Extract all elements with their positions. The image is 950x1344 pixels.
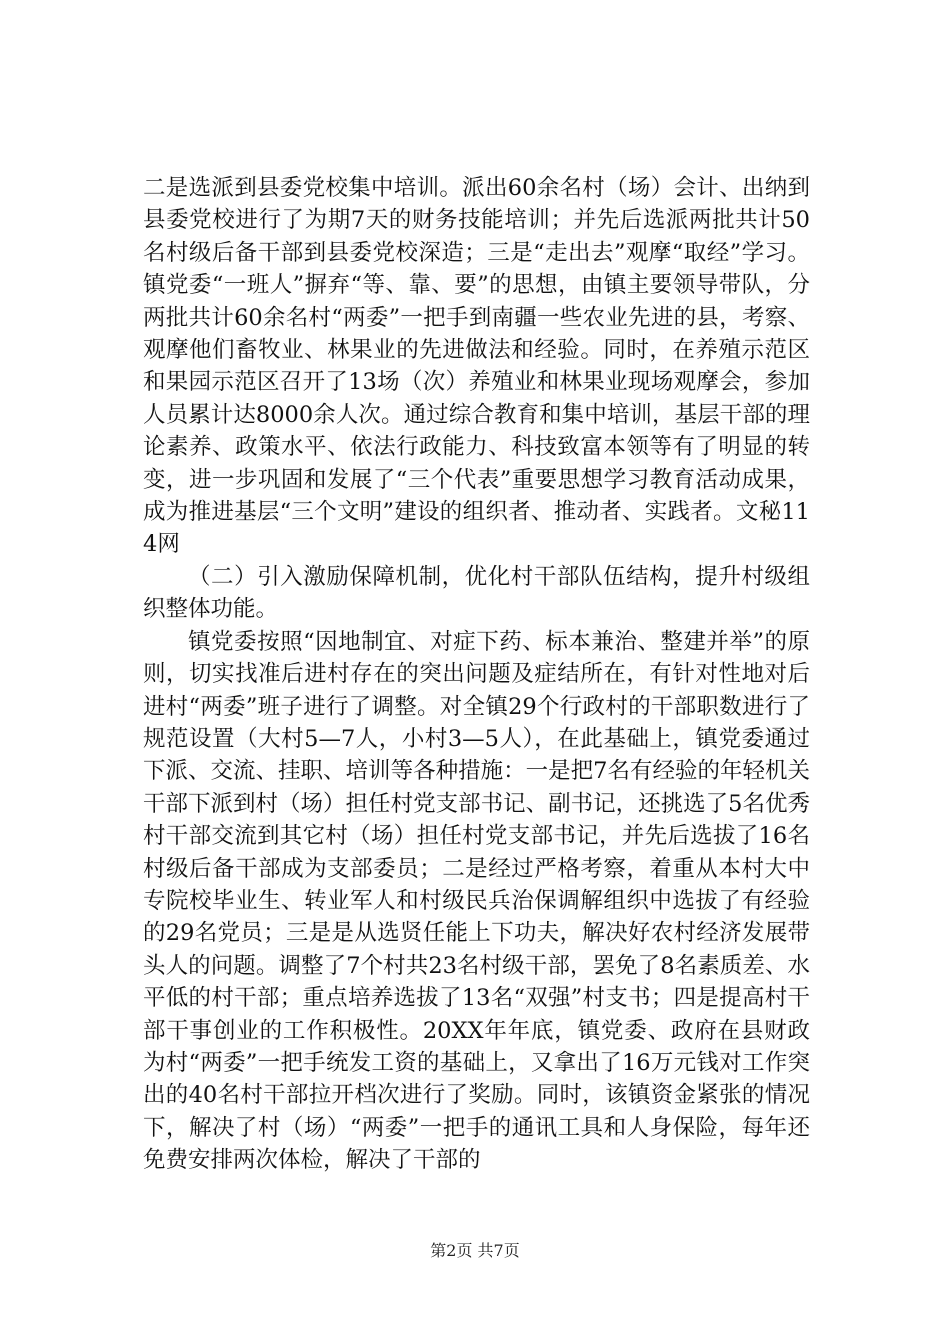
document-body — [143, 172, 810, 1177]
paragraph-adjustment: 镇党委按照“因地制宜、对症下药、标本兼治、整建并举”的原则，切实找准后进村存在的突出问题及症结所在，有针对性地对后进村“两委”班子进行了调整。对全镇29个行政村的干部职数进行了规范设置（大村5—7人，小村3—5人），在此基础上，镇党委通过下派、交流、挂职、培训等各种措施：一是把7名有经验的年轻机关干部下派到村（场）担任村党支部书记、副书记，还挑选了5名优秀村干部交流到其它村（场）担任村党支部书记，并先后选拔了16名村级后备干部成为支部委员；二是经过严格考察，着重从本村大中专院校毕业生、转业军人和村级民兵治保调解组织中选拔了有经验的29名党员；三是是从选贤任能上下功夫，解决好农村经济发展带头人的问题。调整了7个村共23名村级干部，罢免了8名素质差、水平低的村干部；重点培养选拔了13名“双强”村支书；四是提高村干部干事创业的工作积极性。20XX年年底，镇党委、政府在县财政为村“两委”一把手统发工资的基础上，又拿出了16万元钱对工作突出的40名村干部拉开档次进行了奖励。同时，该镇资金紧张的情况下，解决了村（场）“两委”一把手的通讯工具和人身保险，每年还免费安排两次体检，解决了干部的 — [143, 628, 810, 1174]
page-number-footer: 第2页 共7页 — [430, 1241, 520, 1260]
paragraph-heading-incentive: （二）引入激励保障机制，优化村干部队伍结构，提升村级组织整体功能。 — [143, 563, 810, 623]
paragraph-training: 二是选派到县委党校集中培训。派出60余名村（场）会计、出纳到县委党校进行了为期7天的财务技能培训；并先后选派两批共计50名村级后备干部到县委党校深造；三是“走出去”观摩“取经”学习。镇党委“一班人”摒弃“等、靠、要”的思想，由镇主要领导带队，分两批共计60余名村“两委”一把手到南疆一些农业先进的县，考察、观摩他们畜牧业、林果业的先进做法和经验。同时，在养殖示范区和果园示范区召开了13场（次）养殖业和林果业现场观摩会，参加人员累计达8000余人次。通过综合教育和集中培训，基层干部的理论素养、政策水平、依法行政能力、科技致富本领等有了明显的转变，进一步巩固和发展了“三个代表”重要思想学习教育活动成果，成为推进基层“三个文明”建设的组织者、推动者、实践者。文秘114网 — [143, 175, 810, 558]
